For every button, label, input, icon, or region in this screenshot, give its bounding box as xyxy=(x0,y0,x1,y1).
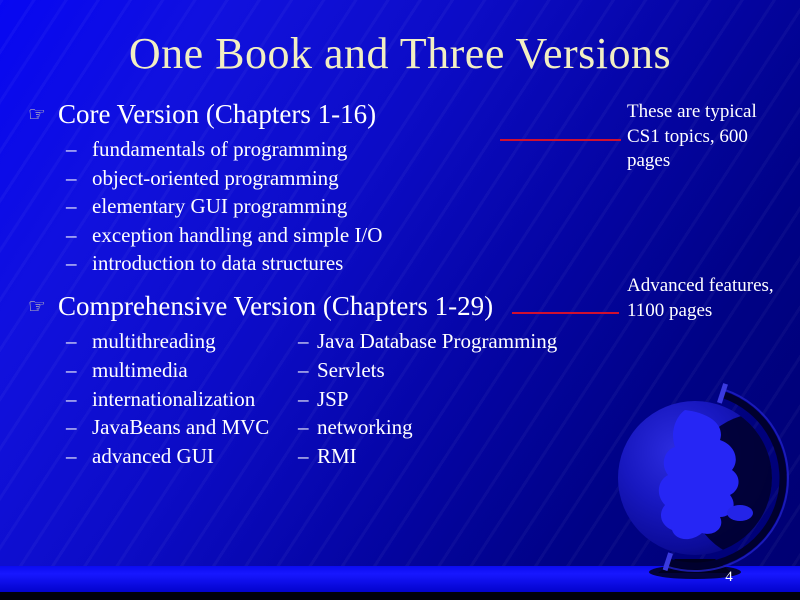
list-item-text: Servlets xyxy=(317,357,385,382)
list-item xyxy=(298,444,557,473)
list-item-text: fundamentals of programming xyxy=(92,137,348,161)
pointing-finger-icon: ☞ xyxy=(28,294,46,318)
dash-marker: – xyxy=(66,415,77,440)
list-item xyxy=(298,415,557,444)
section-heading-text: Core Version (Chapters 1-16) xyxy=(57,99,377,129)
list-item xyxy=(66,166,382,195)
list-item-text: multimedia xyxy=(92,357,188,382)
list-item-text: internationalization xyxy=(92,386,256,411)
list-item-text: elementary GUI programming xyxy=(92,194,348,219)
list-item-text: networking xyxy=(317,415,413,440)
globe-graphic xyxy=(590,365,800,590)
dash-marker: – xyxy=(298,386,309,411)
comprehensive-list-column-1 xyxy=(66,329,269,473)
dash-marker: – xyxy=(298,415,309,440)
dash-marker: – xyxy=(298,329,309,353)
pointing-finger-icon: ☞ xyxy=(28,102,46,126)
slide-title: One Book and Three Versions xyxy=(128,29,672,78)
globe-axis-pin-top xyxy=(719,384,725,403)
dash-marker: – xyxy=(66,137,77,161)
dash-marker: – xyxy=(66,194,77,219)
dash-marker: – xyxy=(66,165,77,190)
list-item-text: JavaBeans and MVC xyxy=(92,415,270,440)
dash-marker: – xyxy=(298,357,309,382)
list-item xyxy=(298,387,557,416)
dash-marker: – xyxy=(66,222,77,247)
dash-marker: – xyxy=(66,251,77,276)
list-item-text: advanced GUI xyxy=(92,444,214,469)
list-item-text: RMI xyxy=(317,444,357,469)
list-item xyxy=(66,251,382,280)
callout-advanced-features: Advanced features, 1100 pages xyxy=(627,275,774,321)
dash-marker: – xyxy=(66,444,77,469)
list-item-text: multithreading xyxy=(92,329,216,353)
list-item-text: exception handling and simple I/O xyxy=(92,222,383,247)
callout-connector-line xyxy=(500,139,621,141)
list-item xyxy=(66,415,269,444)
dash-marker: – xyxy=(298,444,309,469)
list-item xyxy=(66,444,269,473)
list-item xyxy=(298,329,557,358)
dash-marker: – xyxy=(66,357,77,382)
core-version-list xyxy=(66,137,382,280)
list-item xyxy=(66,358,269,387)
section-heading-text: Comprehensive Version (Chapters 1-29) xyxy=(57,291,494,321)
globe-australia xyxy=(727,505,753,521)
page-number: 4 xyxy=(725,569,733,585)
dash-marker: – xyxy=(66,386,77,411)
bottom-edge-strip xyxy=(0,592,800,600)
list-item-text: introduction to data structures xyxy=(92,251,344,276)
dash-marker: – xyxy=(66,329,77,353)
section-heading-core-version xyxy=(28,99,376,130)
section-heading-comprehensive-version xyxy=(28,291,493,322)
list-item-text: JSP xyxy=(317,386,349,411)
list-item-text: Java Database Programming xyxy=(317,329,558,353)
list-item xyxy=(66,194,382,223)
list-item xyxy=(66,223,382,252)
list-item xyxy=(66,387,269,416)
callout-cs1-topics: These are typical CS1 topics, 600 pages xyxy=(627,101,757,171)
list-item xyxy=(66,329,269,358)
list-item xyxy=(298,358,557,387)
list-item-text: object-oriented programming xyxy=(92,165,339,190)
callout-connector-line xyxy=(512,312,619,314)
list-item xyxy=(66,137,382,166)
comprehensive-list-column-2 xyxy=(298,329,557,473)
